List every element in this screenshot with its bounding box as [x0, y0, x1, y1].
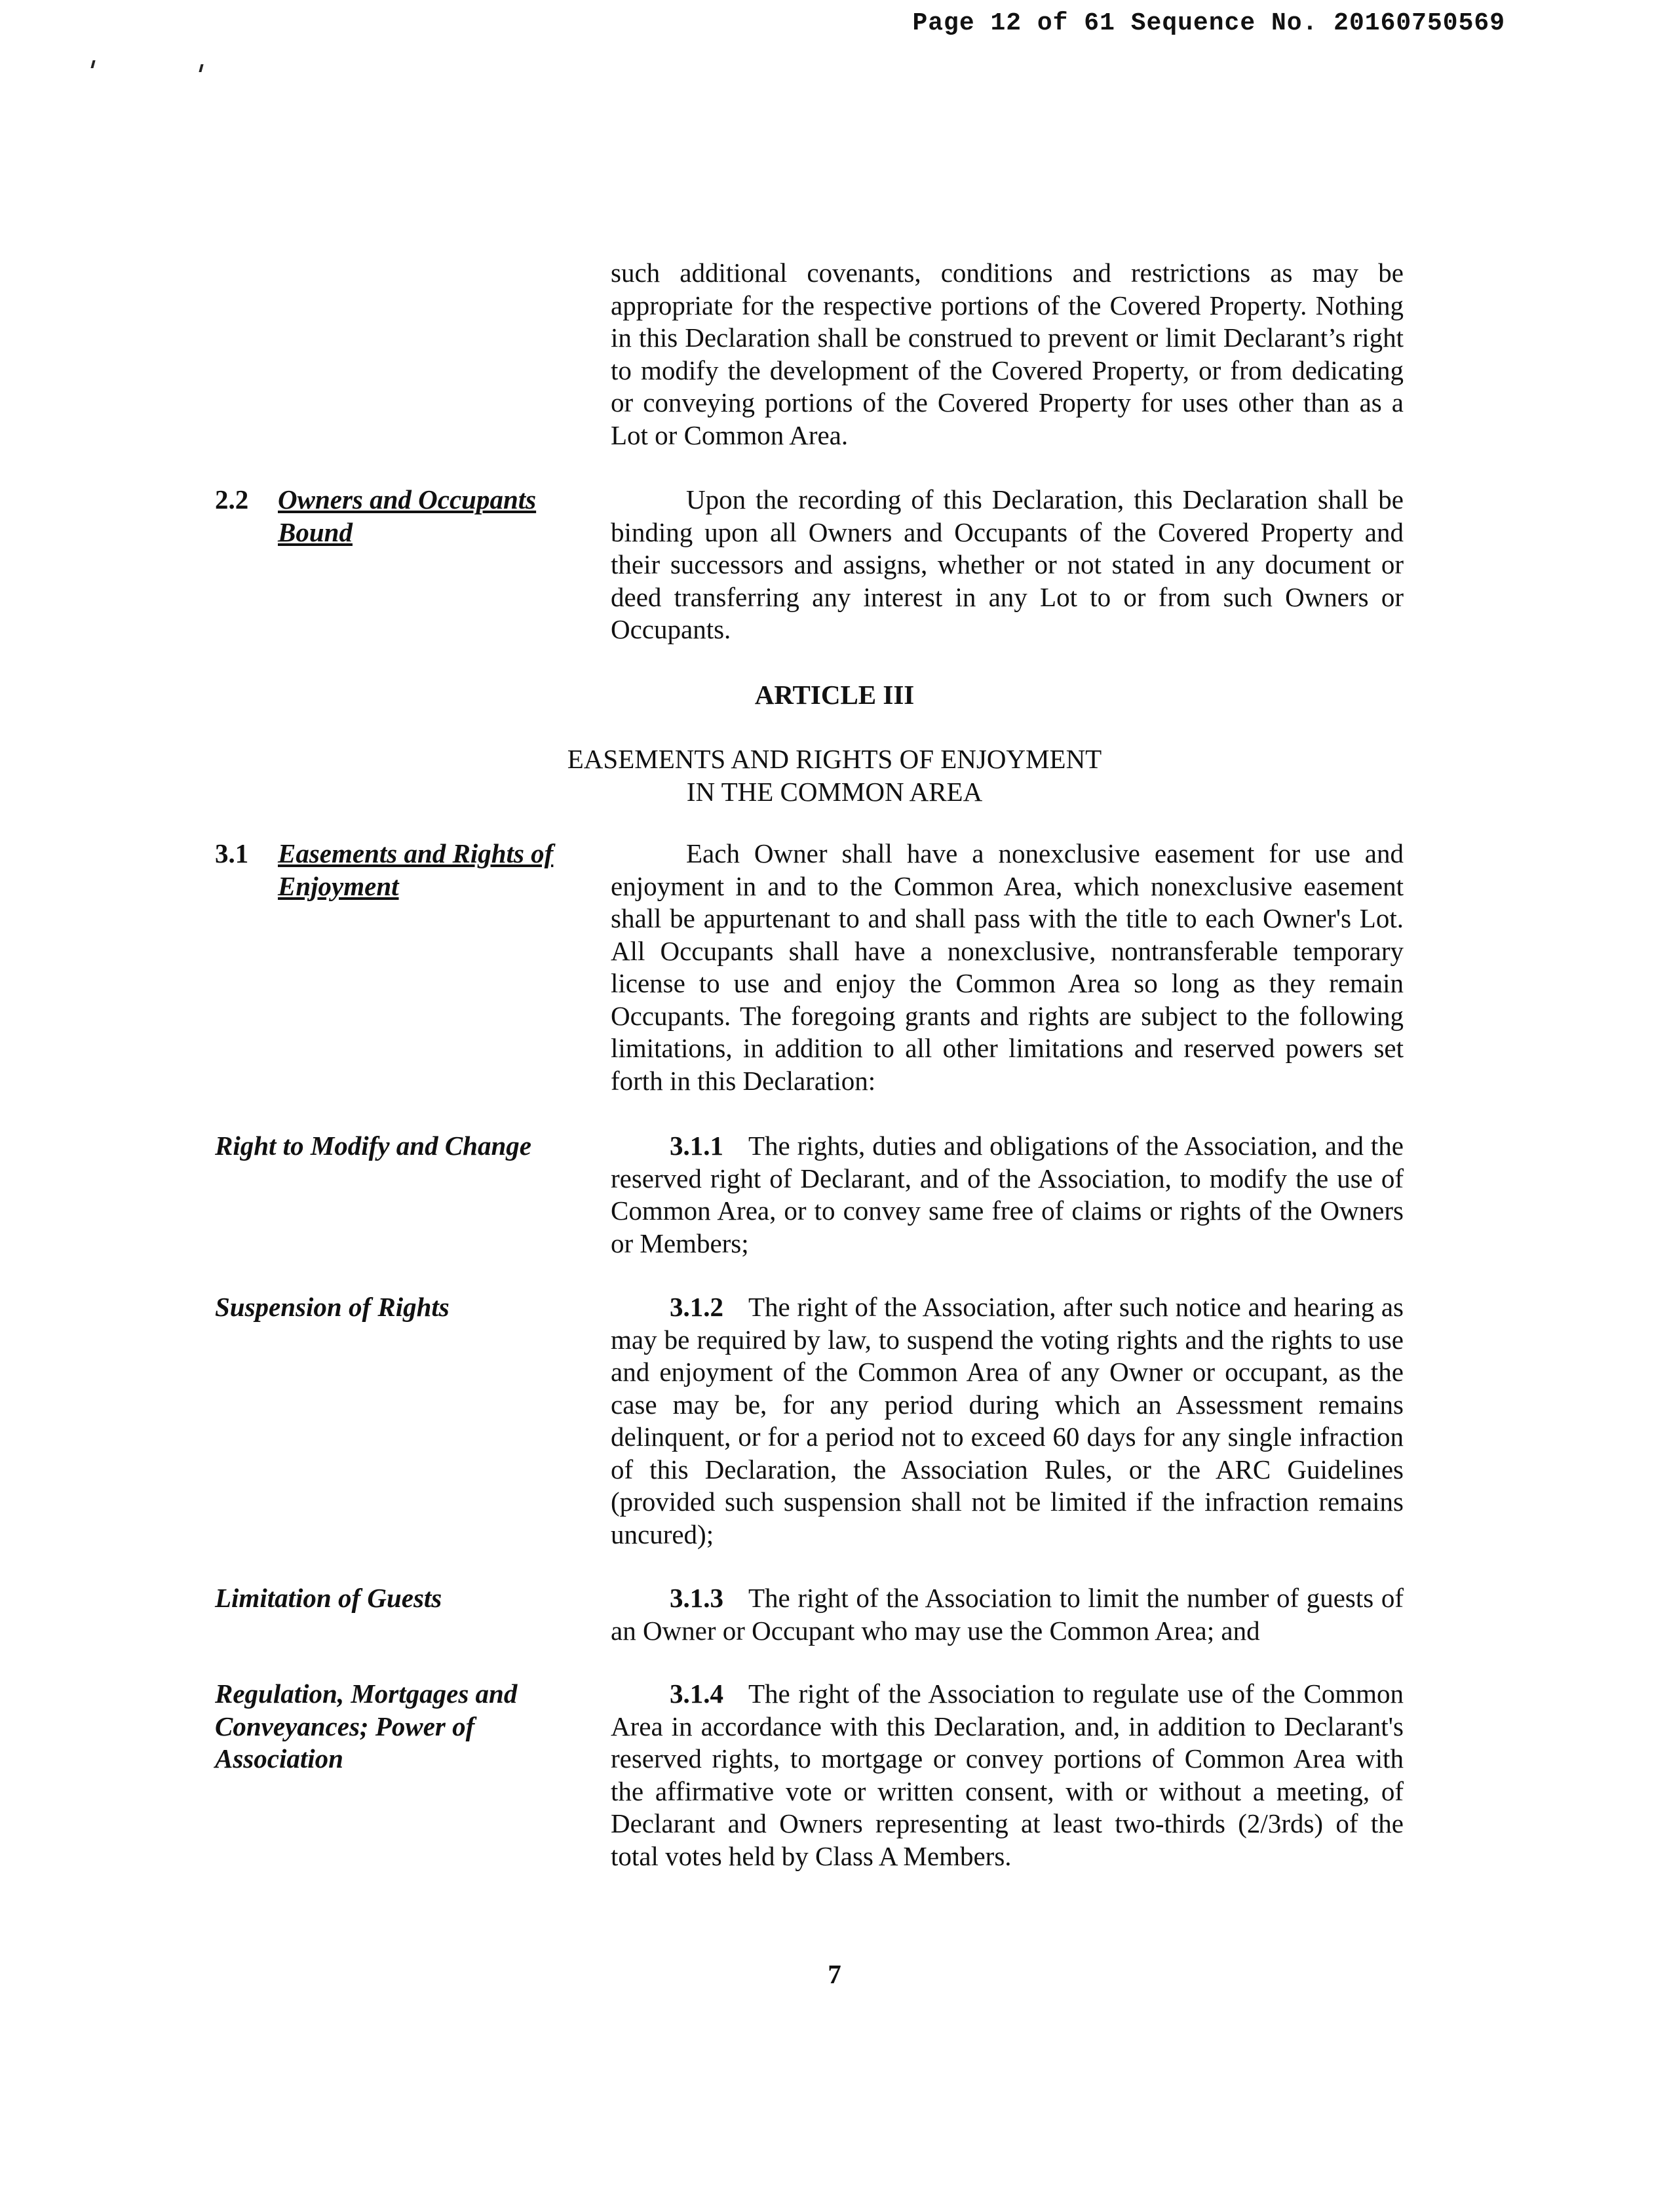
article-title-line: IN THE COMMON AREA — [686, 776, 983, 807]
subsection-3-1-4 — [611, 1678, 1404, 1872]
subsection-text: The right of the Association, after such notice and hearing as may be required by law, to suspend the voting rights and the rights to use and enjoyment of the Common Area of any Owner or occupant, as the case may be, for any period during which an Assessment remains delinquent, or for a period not to exceed 60 days for any single infraction of this Declaration, the Association Rules, or the ARC Guidelines (provided such suspension shall not be limited if the infraction remains uncured); — [611, 1292, 1404, 1549]
subsection-3-1-1 — [611, 1130, 1404, 1260]
section-3-1-text: Each Owner shall have a nonexclusive easement for use and enjoyment in and to the Common Area, which nonexclusive easement shall be appurtenant to and shall pass with the title to each Owner's Lot. All Occupants shall have a nonexclusive, nontransferable temporary license to use and enjoy the Common Area so long as they remain Occupants. The foregoing grants and rights are subject to the following limitations, in addition to all other limitations and reserved powers set forth in this Declaration: — [611, 838, 1404, 1096]
section-title-line: Easements and Rights of — [278, 838, 554, 868]
page-number: 7 — [828, 1959, 841, 1989]
section-2-2-text: Upon the recording of this Declaration, this Declaration shall be binding upon all Owners and Occupants of the Covered Property and their successors and assigns, whether or not stated in any document or deed transferring any interest in any Lot to or from such Owners or Occupants. — [611, 484, 1404, 644]
subsection-number: 3.1.3 — [670, 1583, 723, 1613]
intro-paragraph: such additional covenants, conditions and restrictions as may be appropriate for the respective portions of the Covered Property. Nothing in this Declaration shall be construed to prevent or limit Declarant’s right to modify the development of the Covered Property, or from dedicating or conveying portions of the Covered Property for uses other than as a Lot or Common Area. — [611, 258, 1404, 450]
scan-specks — [92, 60, 223, 80]
subsection-text: The right of the Association to limit the number of guests of an Owner or Occupant who may use the Common Area; and — [611, 1583, 1404, 1646]
section-title-line: Enjoyment — [278, 870, 399, 901]
subsection-number: 3.1.4 — [670, 1678, 723, 1709]
section-title — [278, 484, 619, 549]
article-title-line: EASEMENTS AND RIGHTS OF ENJOYMENT — [567, 744, 1102, 774]
section-title-line: Owners and Occupants — [278, 484, 537, 514]
subsection-3-1-2 — [611, 1291, 1404, 1551]
subsection-label: Limitation of Guests — [215, 1583, 442, 1613]
section-title-line: Bound — [278, 516, 353, 547]
subsection-label — [215, 1678, 582, 1775]
subsection-text: The right of the Association to regulate use of the Common Area in accordance with this Declaration, and, in addition to Declarant's reserved rights, to mortgage or convey portions of Common Area with the affirmative vote or written consent, with or without a meeting, of Declarant and Owners representing at least two-thirds (2/3rds) of the total votes held by Class A Members. — [611, 1678, 1404, 1871]
section-title — [278, 838, 619, 902]
subsection-number: 3.1.1 — [670, 1131, 723, 1161]
subsection-number: 3.1.2 — [670, 1292, 723, 1322]
page-sequence-header: Page 12 of 61 Sequence No. 20160750569 — [912, 9, 1505, 37]
subsection-label-line: Association — [215, 1743, 343, 1774]
section-number: 2.2 — [215, 484, 249, 514]
subsection-3-1-3 — [611, 1582, 1404, 1647]
subsection-label-line: Regulation, Mortgages and — [215, 1678, 518, 1709]
section-number: 3.1 — [215, 838, 249, 868]
subsection-label: Right to Modify and Change — [215, 1131, 531, 1161]
subsection-text: The rights, duties and obligations of the Association, and the reserved right of Declarant, and of the Association, to modify the use of Common Area, or to convey same free of claims or rights of the Owners or Members; — [611, 1131, 1404, 1258]
subsection-label-line: Conveyances; Power of — [215, 1711, 475, 1741]
article-label: ARTICLE III — [754, 680, 915, 710]
subsection-label: Suspension of Rights — [215, 1292, 450, 1322]
article-title — [0, 743, 1669, 808]
